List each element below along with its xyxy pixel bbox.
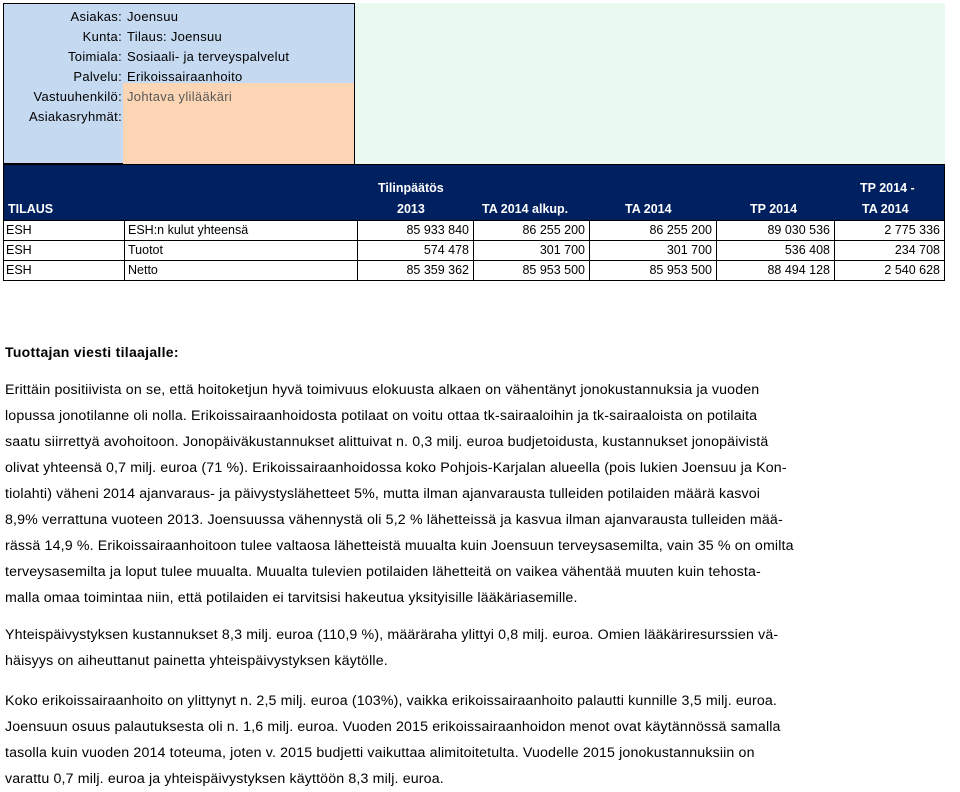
message-paragraph-3 xyxy=(5,688,955,792)
cell-ta-alkup: 301 700 xyxy=(539,243,585,257)
cell-ta2014: 85 953 500 xyxy=(649,263,712,277)
cell-diff: 2 775 336 xyxy=(884,223,940,237)
cell-ta-alkup: 86 255 200 xyxy=(522,223,585,237)
message-paragraph-2 xyxy=(5,622,955,674)
label-asiakasryhmat: Asiakasryhmät: xyxy=(28,109,122,124)
text-line: saatu siirrettyä avohoitoon. Jonopäiväkustannukset alittuivat n. 0,3 milj. euroa budjetoidusta, kustannukset jonopäivistä xyxy=(5,434,769,450)
label-asiakas: Asiakas: xyxy=(70,9,122,24)
customer-info-panel xyxy=(0,3,945,164)
value-palvelu: Erikoissairaanhoito xyxy=(127,69,243,84)
text-line: tiolahti) väheni 2014 ajanvaraus- ja päivystyslähetteet 5%, mutta ilman ajanvarausta tulleiden potilaiden määrä kasvoi xyxy=(5,486,761,502)
value-kunta: Tilaus: Joensuu xyxy=(127,29,223,44)
table-header xyxy=(3,164,945,221)
cell-tp2014: 536 408 xyxy=(784,243,830,257)
text-line: terveysasemilta ja loput tulee muualta. Muualta tulevien potilaiden lähetteitä on vaikea vähentää muuten kuin tehosta- xyxy=(5,564,761,580)
label-palvelu: Palvelu: xyxy=(73,69,122,84)
cell-tp2013: 85 933 840 xyxy=(406,223,469,237)
header-ta2014: TA 2014 xyxy=(625,202,672,216)
cell-diff: 2 540 628 xyxy=(884,263,940,277)
message-paragraph-1 xyxy=(5,377,955,611)
text-line: rässä 14,9 %. Erikoissairaanhoitoon tulee valtaosa lähetteistä muualta kuin Joensuun terveysasemilta, vain 35 % on omilta xyxy=(5,538,794,554)
cell-divider xyxy=(124,221,125,240)
row-code: ESH xyxy=(6,223,32,237)
row-code: ESH xyxy=(6,263,32,277)
cell-divider xyxy=(124,261,125,280)
header-tilaus: TILAUS xyxy=(8,202,54,216)
value-toimiala: Sosiaali- ja terveyspalvelut xyxy=(127,49,290,64)
header-diff-sub: TA 2014 xyxy=(862,202,909,216)
table-row xyxy=(3,241,945,261)
text-line: olivat yhteensä 0,7 milj. euroa (71 %). Erikoissairaanhoidossa koko Pohjois-Karjalan alueella (pois lukien Joensuu ja Kon- xyxy=(5,460,787,476)
table-row xyxy=(3,261,945,281)
text-line: Koko erikoissairaanhoito on ylittynyt n. 2,5 milj. euroa (103%), vaikka erikoissairaanhoito palautti kunnille 3,5 milj. euroa. xyxy=(5,693,778,709)
cell-tp2014: 89 030 536 xyxy=(767,223,830,237)
text-line: Yhteispäivystyksen kustannukset 8,3 milj. euroa (110,9 %), määräraha ylittyi 0,8 milj. euroa. Omien lääkäriresurssien vä- xyxy=(5,627,779,643)
message-title: Tuottajan viesti tilaajalle: xyxy=(5,344,179,360)
value-vastuuhenkilo: Johtava ylilääkäri xyxy=(127,89,233,104)
header-diff: TP 2014 - xyxy=(860,181,915,195)
text-line: häisyys on aiheuttanut painetta yhteispäivystyksen käytölle. xyxy=(5,653,388,669)
label-kunta: Kunta: xyxy=(82,29,122,44)
row-label: Netto xyxy=(128,263,158,277)
cell-ta2014: 301 700 xyxy=(666,243,712,257)
cell-tp2014: 88 494 128 xyxy=(767,263,830,277)
text-line: Joensuun osuus palautuksesta oli n. 1,6 milj. euroa. Vuoden 2015 erikoissairaanhoidon menot ovat käytännössä samalla xyxy=(5,719,781,735)
header-ta-alkup: TA 2014 alkup. xyxy=(482,202,569,216)
cell-tp2013: 574 478 xyxy=(423,243,469,257)
text-line: lopussa jonotilanne oli nolla. Erikoissairaanhoidosta potilaat on voitu ottaa tk-sairaaloihin ja tk-sairaaloista on potilaita xyxy=(5,408,758,424)
table-row xyxy=(3,221,945,241)
label-vastuuhenkilo: Vastuuhenkilö: xyxy=(33,89,122,104)
cell-ta-alkup: 85 953 500 xyxy=(522,263,585,277)
row-code: ESH xyxy=(6,243,32,257)
cell-diff: 234 708 xyxy=(894,243,940,257)
text-line: malla omaa toimintaa niin, että potilaiden ei tarvitsisi hakeutua yksityisille lääkäriasemille. xyxy=(5,590,578,606)
header-tilinpaatos-year: 2013 xyxy=(397,202,425,216)
info-empty-area xyxy=(354,3,945,164)
cell-tp2013: 85 359 362 xyxy=(406,263,469,277)
header-tp2014: TP 2014 xyxy=(750,202,798,216)
row-label: Tuotot xyxy=(128,243,163,257)
text-line: Erittäin positiivista on se, että hoitoketjun hyvä toimivuus elokuusta alkaen on vähentänyt jonokustannuksia ja vuoden xyxy=(5,382,760,398)
text-line: 8,9% verrattuna vuoteen 2013. Joensuussa vähennystä oli 5,2 % lähetteissä ja kasvua ilman ajanvarausta tulleiden mää- xyxy=(5,512,783,528)
label-toimiala: Toimiala: xyxy=(68,49,122,64)
value-asiakas: Joensuu xyxy=(127,9,179,24)
row-label: ESH:n kulut yhteensä xyxy=(128,223,249,237)
text-line: varattu 0,7 milj. euroa ja yhteispäivystyksen käyttöön 8,3 milj. euroa. xyxy=(5,771,444,787)
text-line: tasolla kuin vuoden 2014 toteuma, joten v. 2015 budjetti vaikuttaa alimitoitetulta. Vuodelle 2015 jonokustannuksiin on xyxy=(5,745,755,761)
cell-divider xyxy=(124,241,125,260)
cell-ta2014: 86 255 200 xyxy=(649,223,712,237)
header-tilinpaatos: Tilinpäätös xyxy=(378,181,444,195)
